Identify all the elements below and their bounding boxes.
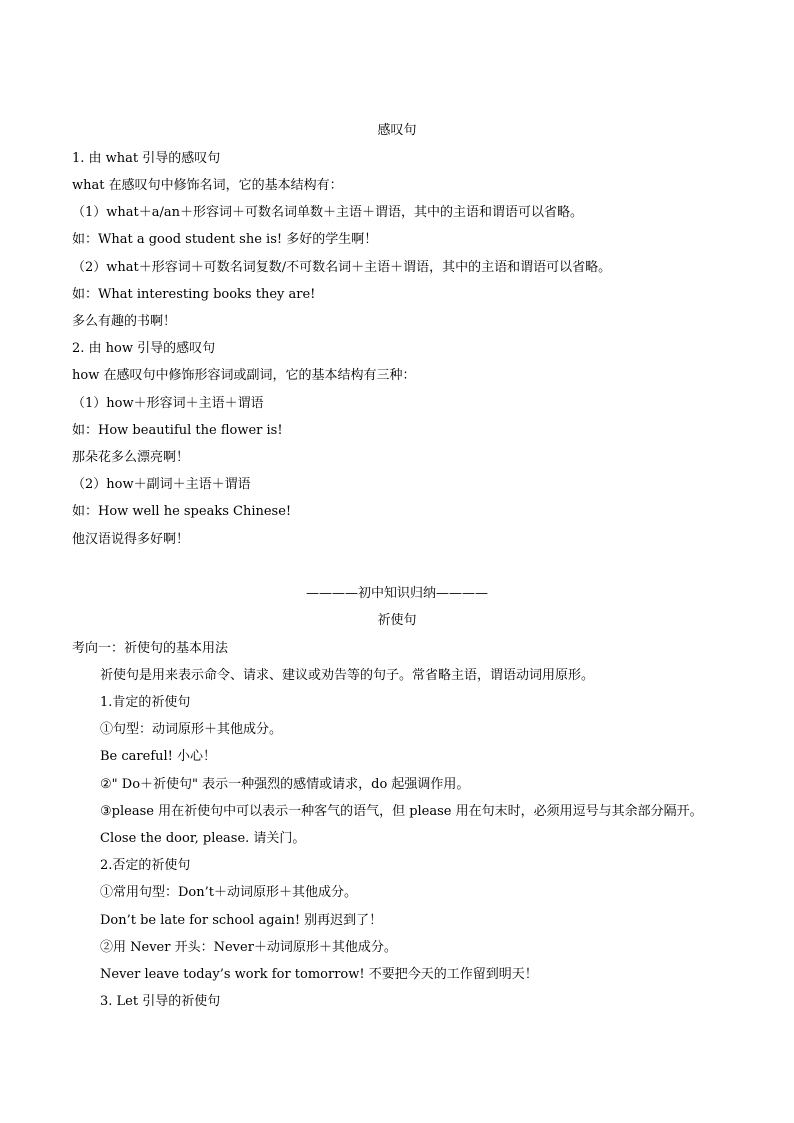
- structure-item: （2）how＋副词＋主语＋谓语: [72, 477, 251, 492]
- example-sentence: Never leave today’s work for tomorrow! 不要把今天的工作留到明天！: [100, 967, 538, 982]
- example-sentence: 如：What interesting books they are!: [72, 287, 316, 302]
- structure-item: （2）what＋形容词＋可数名词复数/不可数名词＋主语＋谓语，其中的主语和谓语可以省略。: [72, 260, 612, 275]
- paragraph-text: how 在感叹句中修饰形容词或副词，它的基本结构有三种：: [72, 368, 416, 383]
- heading-how-exclamatory: 2. 由 how 引导的感叹句: [72, 341, 216, 356]
- topic-heading: 考向一：祈使句的基本用法: [72, 641, 229, 656]
- section-title-exclamatory: 感叹句: [377, 123, 417, 138]
- translation-text: 他汉语说得多好啊！: [72, 532, 190, 547]
- rule-item: ①常用句型：Don’t＋动词原形＋其他成分。: [100, 885, 357, 900]
- rule-item: ①句型：动词原形＋其他成分。: [100, 722, 283, 737]
- paragraph-text: what 在感叹句中修饰名词，它的基本结构有：: [72, 178, 343, 193]
- example-sentence: 如：What a good student she is! 多好的学生啊！: [72, 232, 378, 247]
- paragraph-text: 祈使句是用来表示命令、请求、建议或劝告等的句子。常省略主语，谓语动词用原形。: [100, 668, 595, 683]
- structure-item: （1）how＋形容词＋主语＋谓语: [72, 396, 264, 411]
- rule-item: ②" Do＋祈使句" 表示一种强烈的感情或请求，do 起强调作用。: [100, 777, 470, 792]
- example-sentence: Be careful! 小心！: [100, 749, 217, 764]
- example-sentence: Don’t be late for school again! 别再迟到了！: [100, 913, 383, 928]
- subheading-affirmative: 1.肯定的祈使句: [100, 695, 191, 710]
- section-title-imperative: 祈使句: [377, 613, 417, 628]
- subheading-negative: 2.否定的祈使句: [100, 858, 191, 873]
- example-sentence: 如：How well he speaks Chinese!: [72, 504, 292, 519]
- translation-text: 那朵花多么漂亮啊！: [72, 450, 190, 465]
- rule-item: ③please 用在祈使句中可以表示一种客气的语气，但 please 用在句末时，必须用逗号与其余部分隔开。: [100, 804, 703, 819]
- heading-what-exclamatory: 1. 由 what 引导的感叹句: [72, 151, 221, 166]
- example-sentence: 如：How beautiful the flower is!: [72, 423, 283, 438]
- translation-text: 多么有趣的书啊！: [72, 314, 177, 329]
- structure-item: （1）what＋a/an＋形容词＋可数名词单数＋主语＋谓语，其中的主语和谓语可以省略。: [72, 205, 583, 220]
- rule-item: ②用 Never 开头：Never＋动词原形＋其他成分。: [100, 940, 397, 955]
- example-sentence: Close the door, please. 请关门。: [100, 831, 306, 846]
- subheading-let: 3. Let 引导的祈使句: [100, 994, 221, 1009]
- section-divider: ————初中知识归纳————: [305, 586, 488, 601]
